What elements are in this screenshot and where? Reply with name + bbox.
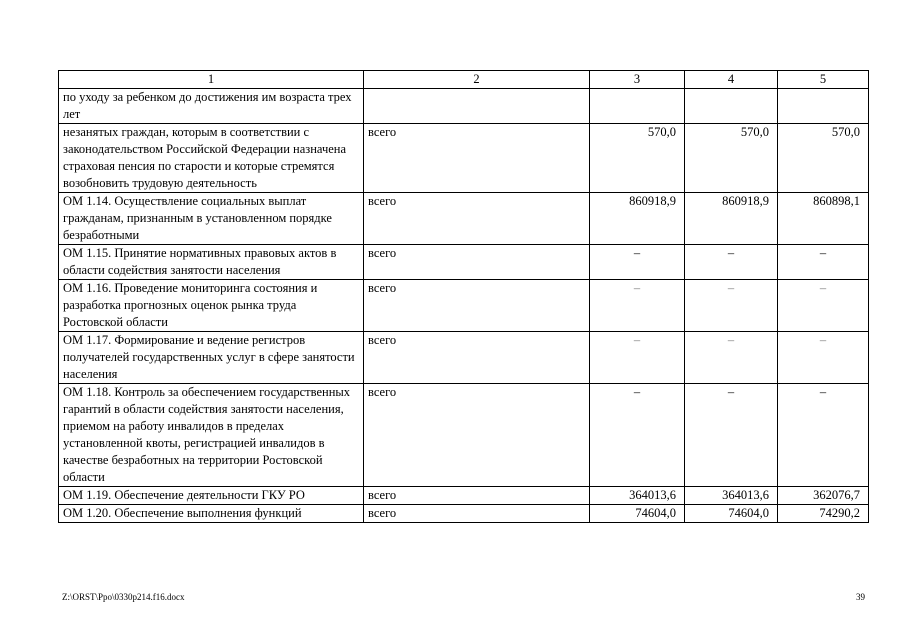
row-name-cell: ОМ 1.17. Формирование и ведение регистров получателей государственных услуг в сфере занятости населения xyxy=(59,332,364,384)
row-value-col5: 74290,2 xyxy=(778,505,869,523)
row-name-cell: ОМ 1.18. Контроль за обеспечением государственных гарантий в области содействия занятости населения, приемом на работу инвалидов в пределах установленной квоты, регистрацией инвалидов в качестве безработных на территории Ростовской области xyxy=(59,384,364,487)
row-value-col4: 860918,9 xyxy=(685,193,778,245)
table-row xyxy=(59,280,869,332)
row-value-col5: – xyxy=(778,384,869,487)
row-source-cell: всего xyxy=(364,124,590,193)
row-value-col5: 860898,1 xyxy=(778,193,869,245)
table-row xyxy=(59,505,869,523)
row-value-col4: – xyxy=(685,384,778,487)
row-value-col4 xyxy=(685,89,778,124)
dash-value: – xyxy=(819,333,827,347)
row-value-col5 xyxy=(778,89,869,124)
row-source-cell: всего xyxy=(364,487,590,505)
row-value-col3: 860918,9 xyxy=(590,193,685,245)
dash-value: – xyxy=(819,281,827,295)
row-source-cell: всего xyxy=(364,245,590,280)
row-value-col3 xyxy=(590,89,685,124)
table-row xyxy=(59,124,869,193)
column-header-3: 3 xyxy=(590,71,685,89)
column-header-5: 5 xyxy=(778,71,869,89)
page-number: 39 xyxy=(856,592,865,602)
table-header-row xyxy=(59,71,869,89)
row-name-cell: ОМ 1.14. Осуществление социальных выплат гражданам, признанным в установленном порядке безработными xyxy=(59,193,364,245)
row-name-cell: незанятых граждан, которым в соответствии с законодательством Российской Федерации назначена страховая пенсия по старости и которые стремятся возобновить трудовую деятельность xyxy=(59,124,364,193)
row-value-col3: – xyxy=(590,384,685,487)
dash-value: – xyxy=(633,333,641,347)
row-source-cell: всего xyxy=(364,280,590,332)
footer-file-path: Z:\ORST\Ppo\0330p214.f16.docx xyxy=(62,592,185,602)
table-row xyxy=(59,89,869,124)
row-value-col3: 74604,0 xyxy=(590,505,685,523)
row-value-col5: – xyxy=(778,245,869,280)
row-value-col4: 364013,6 xyxy=(685,487,778,505)
row-name-cell: ОМ 1.16. Проведение мониторинга состояния и разработка прогнозных оценок рынка труда Ростовской области xyxy=(59,280,364,332)
table-row xyxy=(59,384,869,487)
row-source-cell: всего xyxy=(364,193,590,245)
table-row xyxy=(59,193,869,245)
row-source-cell xyxy=(364,89,590,124)
row-value-col5: 570,0 xyxy=(778,124,869,193)
row-name-cell: ОМ 1.20. Обеспечение выполнения функций xyxy=(59,505,364,523)
row-value-col5: 362076,7 xyxy=(778,487,869,505)
table-row xyxy=(59,487,869,505)
row-name-cell: ОМ 1.15. Принятие нормативных правовых актов в области содействия занятости населения xyxy=(59,245,364,280)
table-row xyxy=(59,245,869,280)
column-header-2: 2 xyxy=(364,71,590,89)
row-value-col3 xyxy=(590,332,685,384)
row-value-col3: – xyxy=(590,245,685,280)
row-value-col4: 74604,0 xyxy=(685,505,778,523)
column-header-1: 1 xyxy=(59,71,364,89)
dash-value: – xyxy=(727,333,735,347)
budget-table xyxy=(58,70,869,523)
dash-value: – xyxy=(633,281,641,295)
column-header-4: 4 xyxy=(685,71,778,89)
dash-value: – xyxy=(727,281,735,295)
row-source-cell: всего xyxy=(364,332,590,384)
row-name-cell: по уходу за ребенком до достижения им возраста трех лет xyxy=(59,89,364,124)
row-value-col4: – xyxy=(685,245,778,280)
row-value-col5 xyxy=(778,280,869,332)
row-value-col4 xyxy=(685,280,778,332)
table-row xyxy=(59,332,869,384)
row-value-col5 xyxy=(778,332,869,384)
row-source-cell: всего xyxy=(364,505,590,523)
row-value-col3: 570,0 xyxy=(590,124,685,193)
row-name-cell: ОМ 1.19. Обеспечение деятельности ГКУ РО xyxy=(59,487,364,505)
row-value-col4 xyxy=(685,332,778,384)
row-value-col4: 570,0 xyxy=(685,124,778,193)
row-value-col3 xyxy=(590,280,685,332)
row-value-col3: 364013,6 xyxy=(590,487,685,505)
row-source-cell: всего xyxy=(364,384,590,487)
